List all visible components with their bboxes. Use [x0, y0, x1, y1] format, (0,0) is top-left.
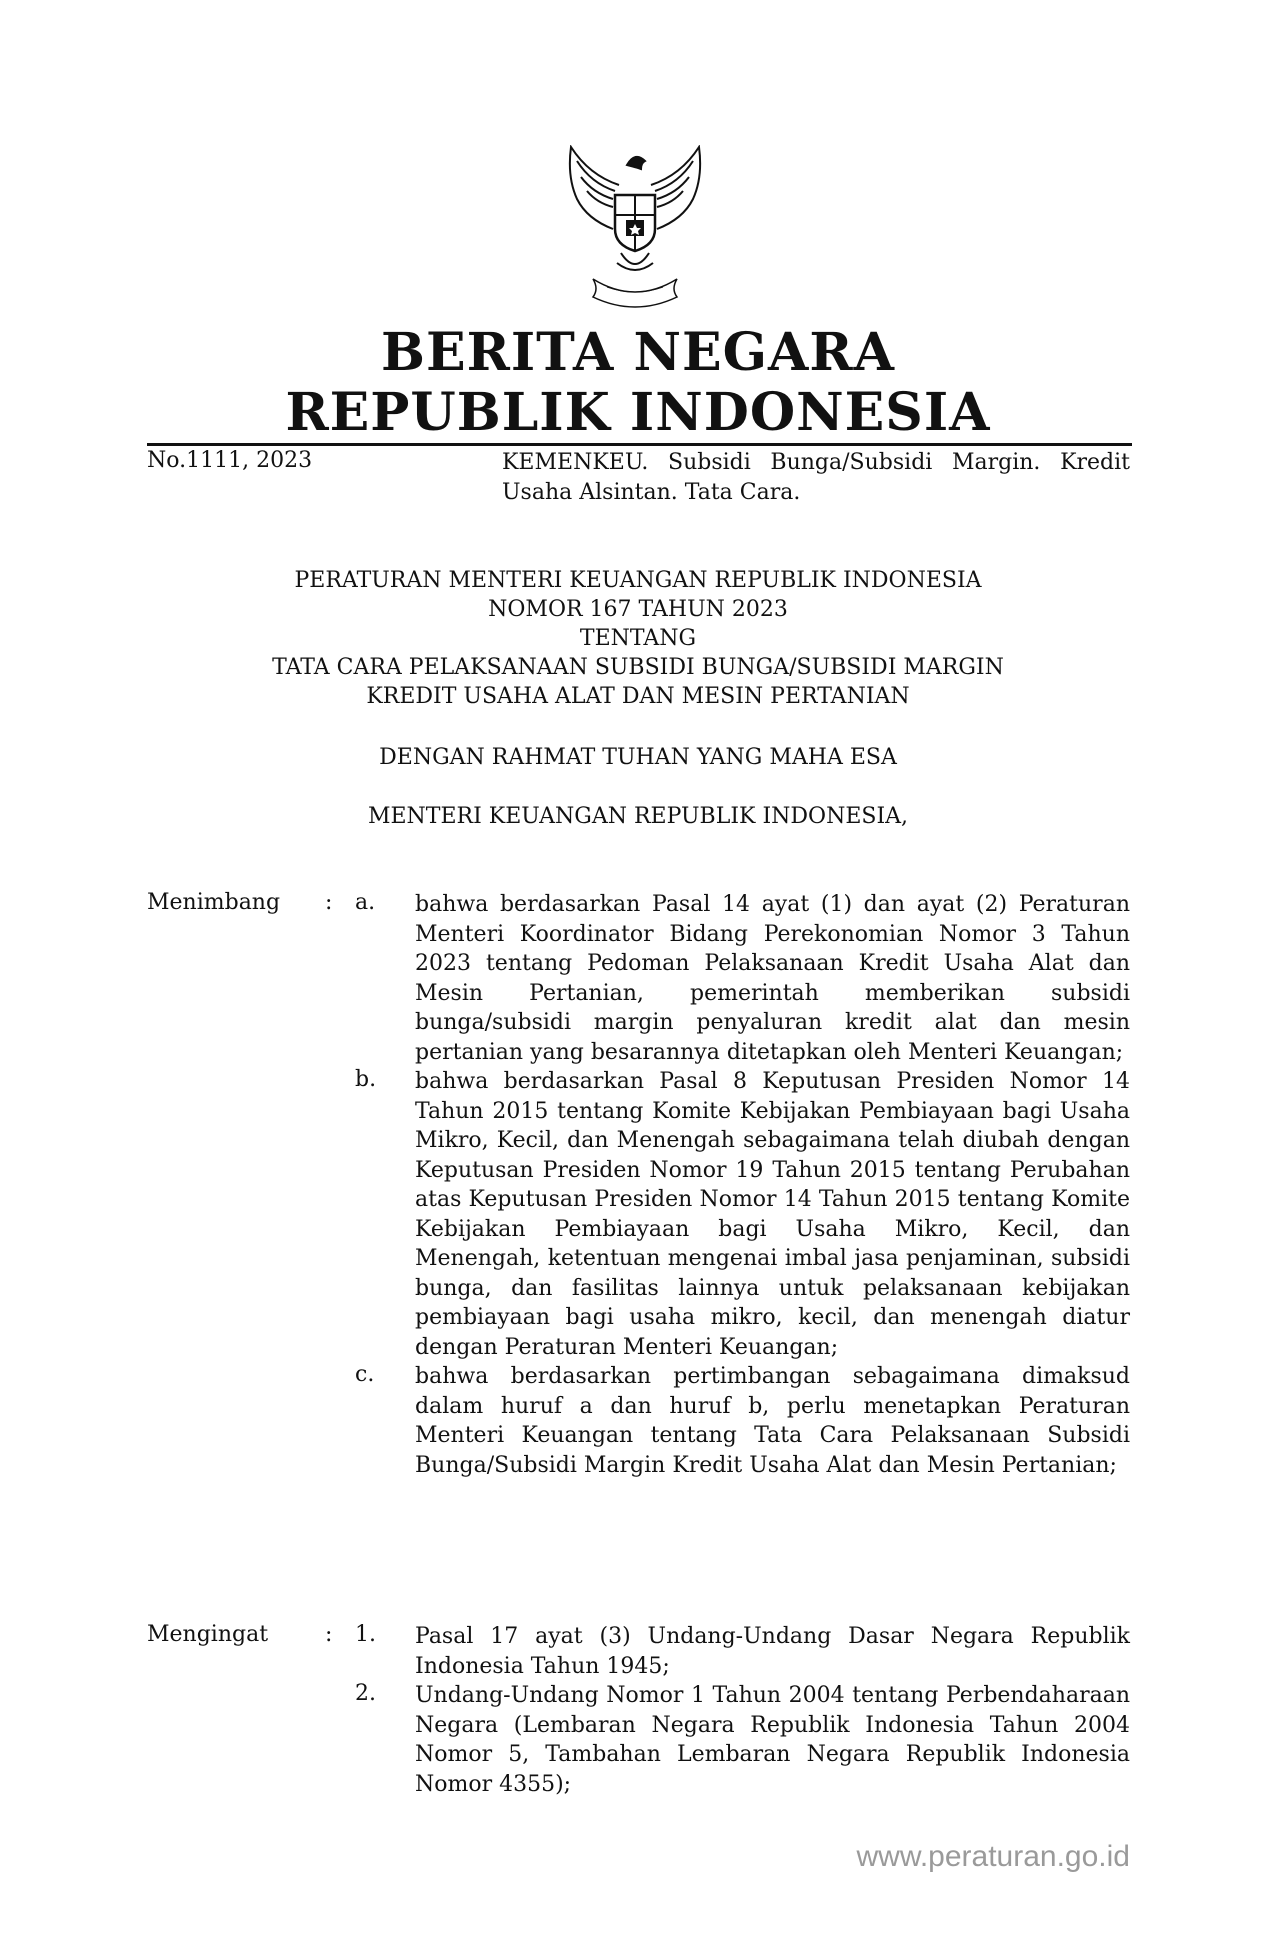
menimbang-item: [147, 1067, 1132, 1362]
regulation-subject-line2: KREDIT USAHA ALAT DAN MESIN PERTANIAN: [366, 684, 910, 709]
item-text: bahwa berdasarkan Pasal 8 Keputusan Presiden Nomor 14 Tahun 2015 tentang Komite Kebijakan Pembiayaan bagi Usaha Mikro, Kecil, dan Menengah sebagaimana telah diubah dengan Keputusan Presiden Nomor 19 Tahun 2015 tentang Perubahan atas Keputusan Presiden Nomor 14 Tahun 2015 tentang Komite Kebijakan Pembiayaan bagi Usaha Mikro, Kecil, dan Menengah, ketentuan mengenai imbal jasa penjaminan, subsidi bunga, dan fasilitas lainnya untuk pelaksanaan kebijakan pembiayaan bagi usaha mikro, kecil, dan menengah diatur dengan Peraturan Menteri Keuangan;: [415, 1069, 1130, 1360]
menimbang-item: [147, 1362, 1132, 1480]
item-index: a.: [355, 890, 376, 915]
item-index: b.: [355, 1067, 377, 1092]
colon: :: [325, 890, 333, 915]
colon: :: [325, 1622, 333, 1647]
regulation-number: NOMOR 167 TAHUN 2023: [488, 597, 788, 622]
item-index: 1.: [355, 1622, 376, 1647]
regulation-line: PERATURAN MENTERI KEUANGAN REPUBLIK INDONESIA: [294, 568, 982, 593]
gazette-subject: KEMENKEU. Subsidi Bunga/Subsidi Margin. Kredit Usaha Alsintan. Tata Cara.: [502, 450, 1130, 505]
mengingat-item: [147, 1681, 1132, 1799]
invocation: DENGAN RAHMAT TUHAN YANG MAHA ESA: [379, 745, 897, 770]
garuda-emblem-icon: [555, 145, 715, 310]
menimbang-section: [147, 890, 1132, 1480]
mengingat-item: [147, 1622, 1132, 1681]
item-index: 2.: [355, 1681, 376, 1706]
header-divider: [147, 443, 1132, 446]
regulation-title: [0, 566, 1276, 711]
mengingat-label: Mengingat: [147, 1622, 269, 1647]
item-text: Pasal 17 ayat (3) Undang-Undang Dasar Negara Republik Indonesia Tahun 1945;: [415, 1624, 1130, 1679]
regulation-subject-line1: TATA CARA PELAKSANAAN SUBSIDI BUNGA/SUBSIDI MARGIN: [272, 655, 1004, 680]
mengingat-section: [147, 1622, 1132, 1799]
issuer: MENTERI KEUANGAN REPUBLIK INDONESIA,: [367, 804, 909, 829]
gazette-number: No.1111, 2023: [147, 448, 313, 473]
item-text: bahwa berdasarkan pertimbangan sebagaimana dimaksud dalam huruf a dan huruf b, perlu menetapkan Peraturan Menteri Keuangan tentang Tata Cara Pelaksanaan Subsidi Bunga/Subsidi Margin Kredit Usaha Alat dan Mesin Pertanian;: [415, 1364, 1130, 1478]
menimbang-item: [147, 890, 1132, 1067]
website-watermark: www.peraturan.go.id: [856, 1840, 1130, 1873]
item-index: c.: [355, 1362, 375, 1387]
menimbang-label: Menimbang: [147, 890, 281, 915]
regulation-about: TENTANG: [579, 626, 697, 651]
masthead-title-line1: BERITA NEGARA: [381, 322, 895, 383]
masthead-title-line2: REPUBLIK INDONESIA: [285, 382, 991, 443]
item-text: Undang-Undang Nomor 1 Tahun 2004 tentang Perbendaharaan Negara (Lembaran Negara Republik Indonesia Tahun 2004 Nomor 5, Tambahan Lembaran Negara Republik Indonesia Nomor 4355);: [415, 1683, 1130, 1797]
item-text: bahwa berdasarkan Pasal 14 ayat (1) dan ayat (2) Peraturan Menteri Koordinator Bidang Perekonomian Nomor 3 Tahun 2023 tentang Pedoman Pelaksanaan Kredit Usaha Alat dan Mesin Pertanian, pemerintah memberikan subsidi bunga/subsidi margin penyaluran kredit alat dan mesin pertanian yang besarannya ditetapkan oleh Menteri Keuangan;: [415, 892, 1130, 1065]
